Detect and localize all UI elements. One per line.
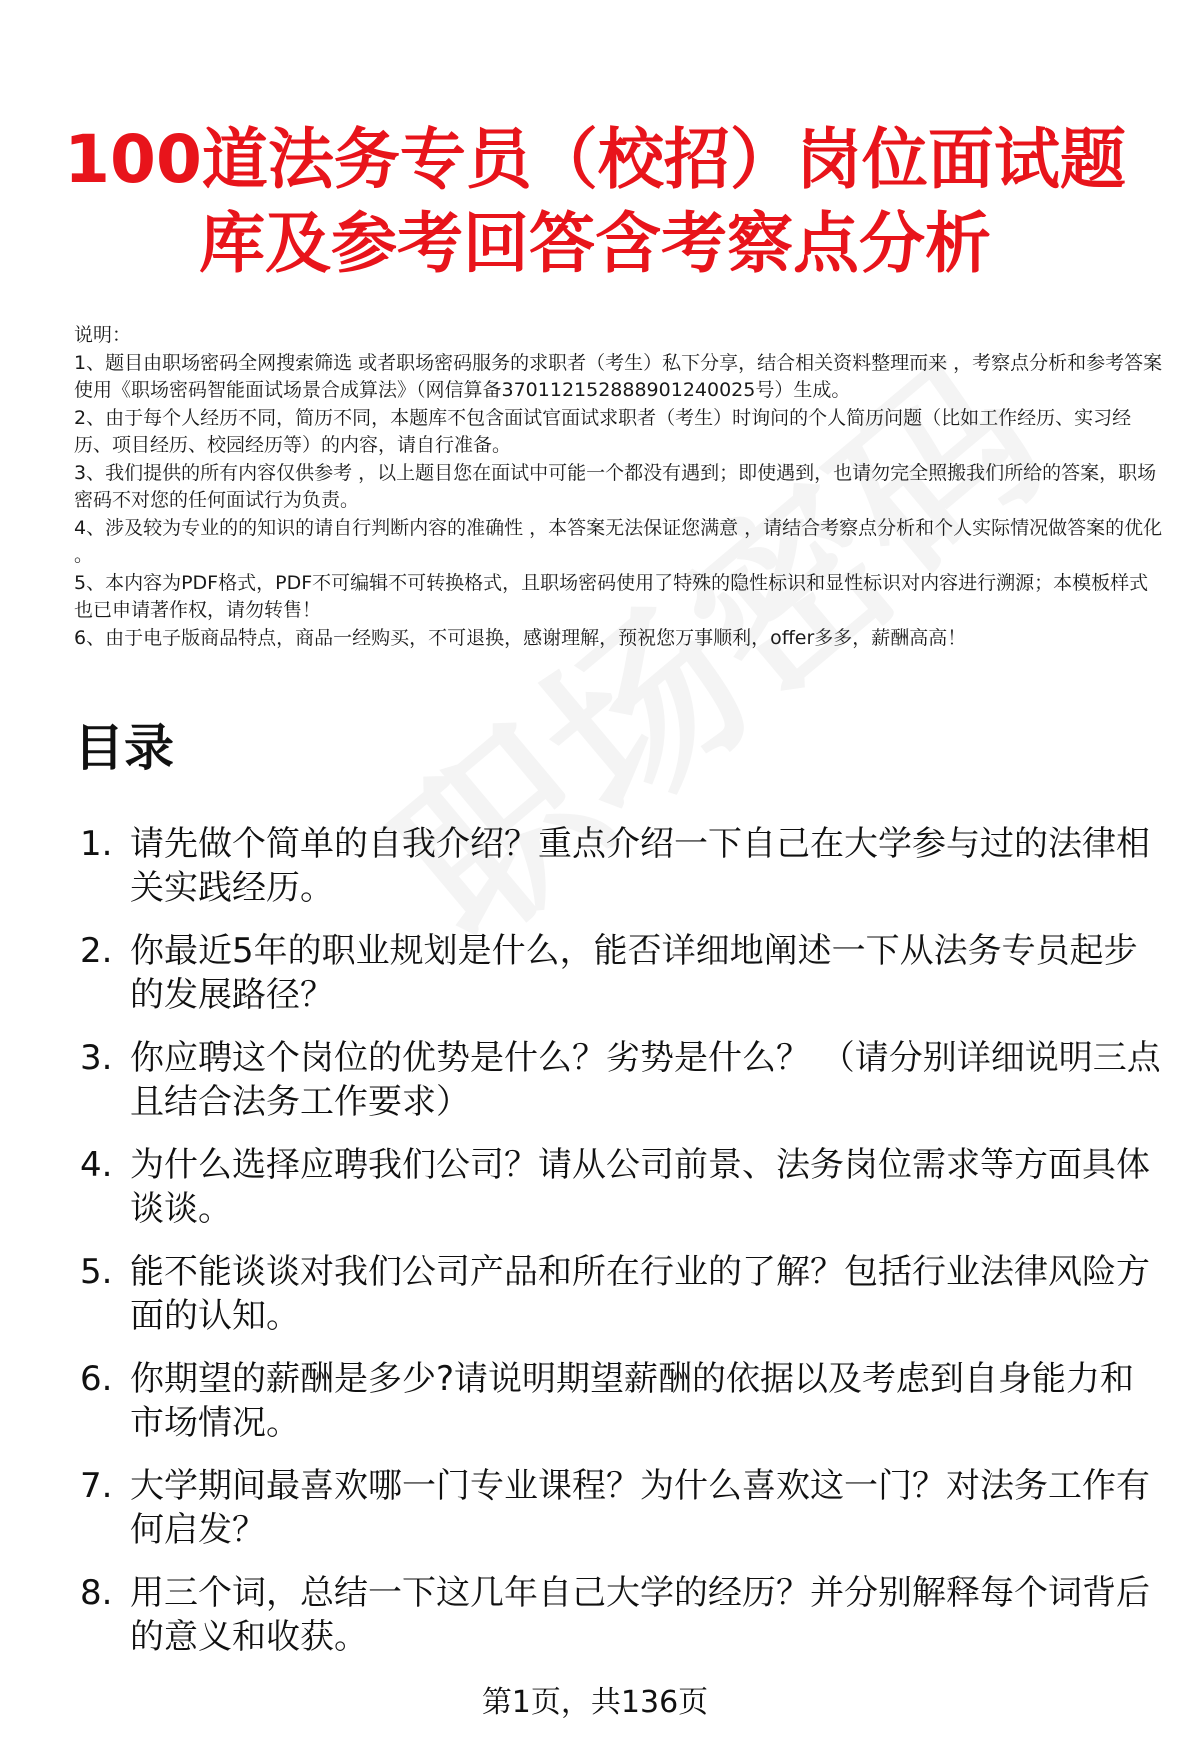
toc-item-text: 你应聘这个岗位的优势是什么？劣势是什么？ （请分别详细说明三点且结合法务工作要求） xyxy=(130,1038,1161,1122)
toc-item-number: 6. xyxy=(80,1359,113,1399)
toc-item-text: 大学期间最喜欢哪一门专业课程？为什么喜欢这一门？对法务工作有何启发？ xyxy=(130,1466,1150,1550)
note-item: 3、我们提供的所有内容仅供参考 ，以上题目您在面试中可能一个都没有遇到；即使遇到，也请勿完全照搬我们所给的答案，职场密码不对您的任何面试行为负责。 xyxy=(74,461,1157,511)
toc-item-number: 3. xyxy=(80,1038,113,1078)
notes-section xyxy=(74,322,1164,652)
toc-item-number: 1. xyxy=(80,824,113,864)
toc-item-text: 请先做个简单的自我介绍？重点介绍一下自己在大学参与过的法律相关实践经历。 xyxy=(130,824,1150,908)
toc-item xyxy=(74,1571,1164,1659)
note-item: 1、题目由职场密码全网搜索筛选 或者职场密码服务的求职者（考生）私下分享，结合相关资料整理而来 ，考察点分析和参考答案使用《职场密码智能面试场景合成算法》（网信算备370112152888901240025号）生成。 xyxy=(74,351,1163,401)
note-item: 6、由于电子版商品特点，商品一经购买，不可退换，感谢理解，预祝您万事顺利，offer多多，薪酬高高！ xyxy=(74,626,967,649)
page-footer: 第1页，共136页 xyxy=(481,1685,709,1720)
toc-item xyxy=(74,929,1164,1017)
toc-item-text: 用三个词，总结一下这几年自己大学的经历？并分别解释每个词背后的意义和收获。 xyxy=(130,1573,1150,1657)
toc-item xyxy=(74,822,1164,910)
note-item: 2、由于每个人经历不同，简历不同，本题库不包含面试官面试求职者（考生）时询问的个人简历问题（比如工作经历、实习经历、项目经历、校园经历等）的内容，请自行准备。 xyxy=(74,406,1132,456)
title-line-1: 100道法务专员（校招）岗位面试题 xyxy=(64,121,1126,198)
toc-list xyxy=(74,822,1164,1678)
toc-item xyxy=(74,1250,1164,1338)
note-item: 5、本内容为PDF格式，PDF不可编辑不可转换格式，且职场密码使用了特殊的隐性标识和显性标识对内容进行溯源；本模板样式也已申请著作权，请勿转售！ xyxy=(74,571,1149,621)
toc-item-number: 2. xyxy=(80,931,113,971)
toc-item-text: 你最近5年的职业规划是什么，能否详细地阐述一下从法务专员起步的发展路径？ xyxy=(130,931,1138,1015)
toc-item-text: 能不能谈谈对我们公司产品和所在行业的了解？包括行业法律风险方面的认知。 xyxy=(130,1252,1150,1336)
title-line-2: 库及参考回答含考察点分析 xyxy=(199,205,991,282)
toc-item xyxy=(74,1143,1164,1231)
toc-item-number: 5. xyxy=(80,1252,113,1292)
toc-item-number: 8. xyxy=(80,1573,113,1613)
toc-heading: 目录 xyxy=(74,719,174,777)
toc-item xyxy=(74,1464,1164,1552)
toc-item-number: 7. xyxy=(80,1466,113,1506)
note-item: 4、涉及较为专业的的知识的请自行判断内容的准确性 ，本答案无法保证您满意 ，请结合考察点分析和个人实际情况做答案的优化 。 xyxy=(74,516,1163,566)
toc-item xyxy=(74,1036,1164,1124)
toc-item-number: 4. xyxy=(80,1145,113,1185)
toc-item-text: 你期望的薪酬是多少?请说明期望薪酬的依据以及考虑到自身能力和市场情况。 xyxy=(130,1359,1135,1443)
toc-item-text: 为什么选择应聘我们公司？请从公司前景、法务岗位需求等方面具体谈谈。 xyxy=(130,1145,1150,1229)
page-title xyxy=(60,118,1130,286)
notes-label: 说明： xyxy=(74,324,132,346)
toc-item xyxy=(74,1357,1164,1445)
